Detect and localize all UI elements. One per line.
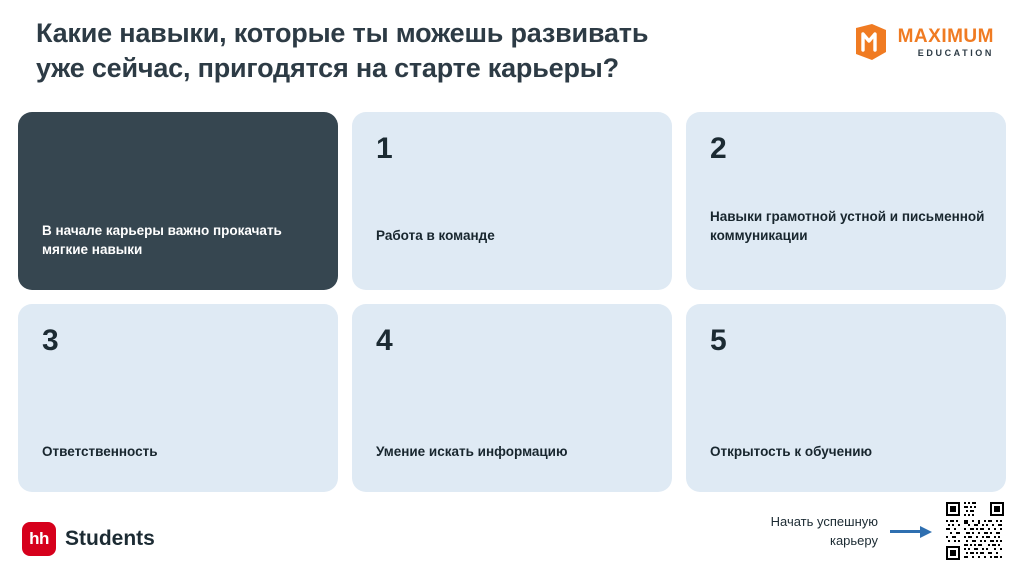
maximum-logo-icon (852, 22, 890, 62)
card-number: 2 (710, 132, 727, 165)
cta-label: Начать успешную карьеру (770, 513, 878, 548)
card-label: Навыки грамотной устной и письменной коммуникации (710, 208, 985, 244)
card-intro (18, 112, 338, 290)
cta-block (748, 502, 1004, 560)
logo-text (898, 27, 994, 58)
card-skill-4 (352, 304, 672, 492)
logo-subtitle: EDUCATION (917, 47, 994, 58)
card-label: Открытость к обучению (710, 444, 873, 460)
brand-logo (852, 22, 994, 62)
card-number: 3 (42, 324, 59, 357)
card-label: В начале карьеры важно прокачать мягкие навыки (42, 222, 282, 258)
card-number: 5 (710, 324, 727, 357)
hh-icon: hh (22, 522, 56, 556)
skills-grid (18, 112, 1006, 492)
card-number: 1 (376, 132, 393, 165)
card-skill-1 (352, 112, 672, 290)
logo-name: MAXIMUM (897, 25, 994, 47)
card-skill-2 (686, 112, 1006, 290)
arrow-right-icon (890, 524, 934, 538)
card-label: Умение искать информацию (376, 444, 568, 460)
hh-students-label: Students (65, 527, 155, 550)
card-skill-5 (686, 304, 1006, 492)
header (36, 16, 696, 85)
card-skill-3 (18, 304, 338, 492)
card-label: Работа в команде (376, 228, 495, 244)
page-title: Какие навыки, которые ты можешь развивать уже сейчас, пригодятся на старте карьеры? (36, 18, 649, 83)
card-label: Ответственность (42, 444, 158, 460)
qr-code-icon[interactable] (946, 502, 1004, 560)
hh-students-logo (22, 522, 155, 556)
card-number: 4 (376, 324, 393, 357)
